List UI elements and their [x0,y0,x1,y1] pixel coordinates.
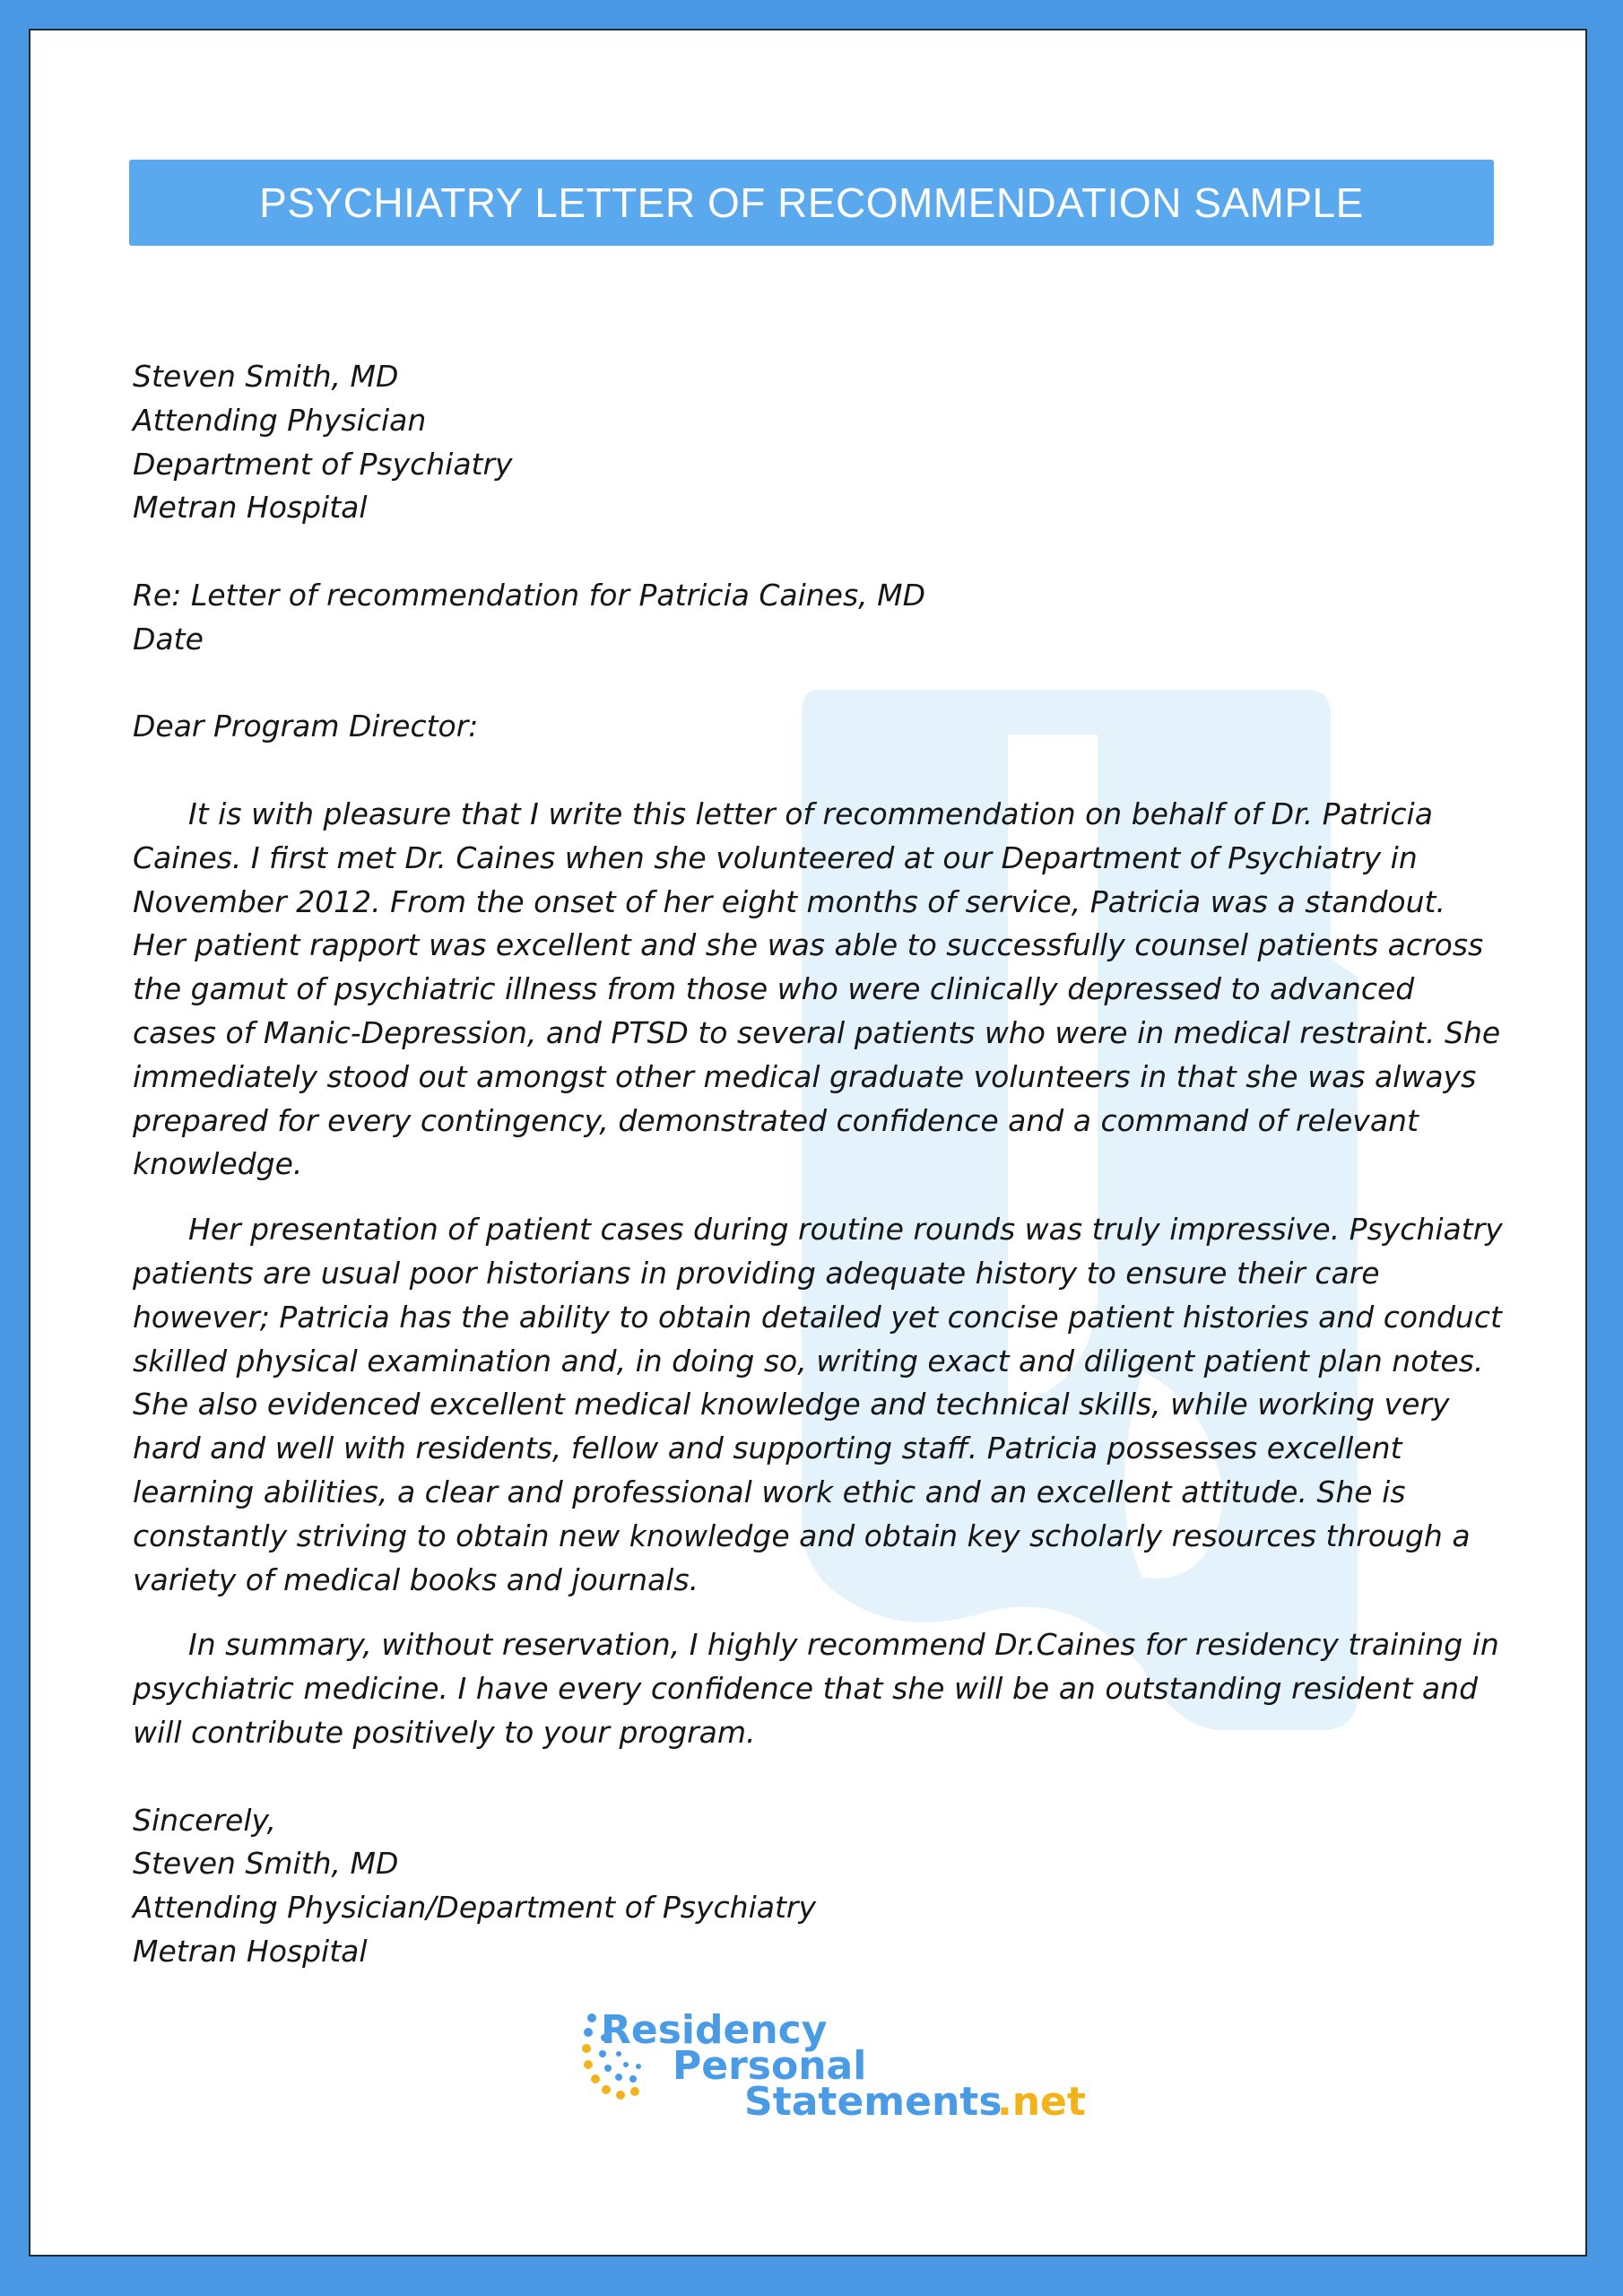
body-paragraph-1: It is with pleasure that I write this letter of recommendation on behalf of Dr. Patricia Caines. I first met Dr. Caines when she volunteered at our Department of Psychiatry in November 2012. From the onset of her eight months of service, Patricia was a standout. Her patient rapport was excellent and she was able to successfully counsel patients across the gamut of psychiatric illness from those who were clinically depressed to advanced cases of Manic-Depression, and PTSD to several patients who were in medical restraint. She immediately stood out amongst other medical graduate volunteers in that she was always prepared for every contingency, demonstrated confidence and a command of relevant knowledge. [133,796,1501,1182]
residency-personal-statements-logo [579,2002,1135,2136]
letter-page [29,29,1587,2257]
date-line: Date [133,621,204,657]
re-line: Re: Letter of recommendation for Patricia Caines, MD [133,577,926,613]
sender-name: Steven Smith, MD [133,359,399,394]
sender-block [133,355,1505,530]
title-banner [129,160,1494,246]
sign-off: Sincerely, [133,1802,276,1838]
closing-title: Attending Physician/Department of Psychiatry [133,1890,816,1926]
letter-body [133,355,1505,1974]
sender-hospital: Metran Hospital [133,490,368,526]
sender-position: Attending Physician [133,402,427,438]
closing-hospital: Metran Hospital [133,1933,368,1969]
salutation: Dear Program Director: [133,709,479,744]
closing-block [133,1799,1505,1974]
closing-name: Steven Smith, MD [133,1846,399,1882]
logo-suffix: .net [997,2079,1086,2125]
body-paragraph-3: In summary, without reservation, I highly recommend Dr.Caines for residency training in psychiatric medicine. I have every confidence that she will be an outstanding resident and will contribute positively to your program. [133,1627,1499,1750]
logo-line-2: Personal [673,2043,867,2089]
logo-line-1: Residency [601,2007,828,2053]
page-title: PSYCHIATRY LETTER OF RECOMMENDATION SAMPLE [259,179,1364,226]
body-paragraph-2: Her presentation of patient cases during routine rounds was truly impressive. Psychiatry patients are usual poor historians in providing adequate history to ensure their care however; Patricia has the ability to obtain detailed yet concise patient histories and conduct skilled physical examination and, in doing so, writing exact and diligent patient plan notes. She also evidenced excellent medical knowledge and technical skills, while working very hard and well with residents, fellow and supporting staff. Patricia possesses excellent learning abilities, a clear and professional work ethic and an excellent attitude. She is constantly striving to obtain new knowledge and obtain key scholarly resources through a variety of medical books and journals. [133,1212,1503,1597]
sender-department: Department of Psychiatry [133,446,513,482]
logo-line-3: Statements [744,2079,1002,2125]
